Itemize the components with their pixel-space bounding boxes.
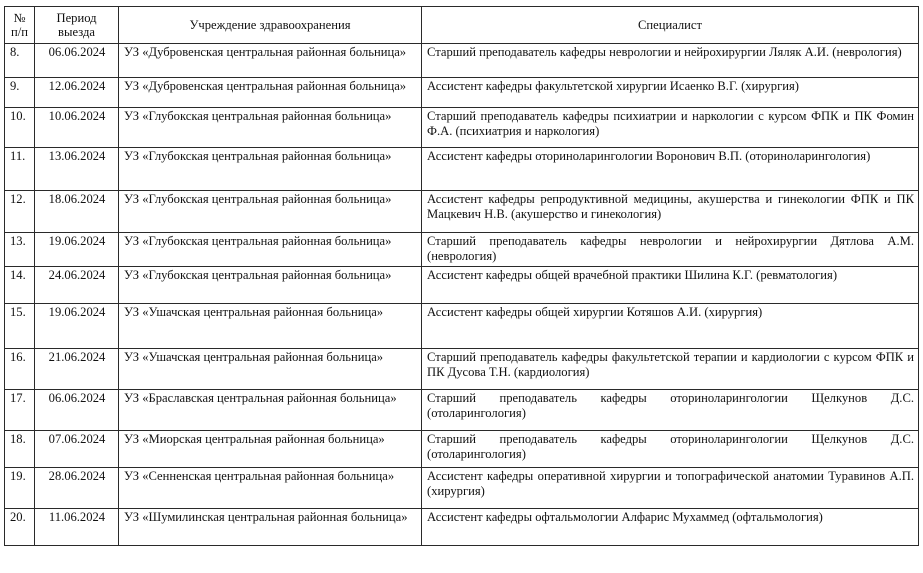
cell-number: 11. [5, 148, 35, 191]
cell-number: 20. [5, 509, 35, 546]
cell-number: 8. [5, 44, 35, 78]
cell-date: 13.06.2024 [35, 148, 119, 191]
cell-specialist: Старший преподаватель кафедры неврологии и нейрохирургии Дятлова А.М. (неврология) [422, 233, 919, 267]
cell-specialist: Ассистент кафедры общей хирургии Котяшов А.И. (хирургия) [422, 304, 919, 349]
table-body [5, 44, 919, 546]
cell-institution: УЗ «Глубокская центральная районная больница» [119, 233, 422, 267]
cell-institution: УЗ «Дубровенская центральная районная больница» [119, 44, 422, 78]
cell-specialist: Ассистент кафедры репродуктивной медицины, акушерства и гинекологии ФПК и ПК Мацкевич Н.В. (акушерство и гинекология) [422, 191, 919, 233]
table-row [5, 191, 919, 233]
cell-date: 12.06.2024 [35, 78, 119, 108]
cell-specialist: Ассистент кафедры оториноларингологии Воронович В.П. (оториноларингология) [422, 148, 919, 191]
cell-specialist: Старший преподаватель кафедры факультетской терапии и кардиологии с курсом ФПК и ПК Дусова Т.Н. (кардиология) [422, 349, 919, 390]
cell-date: 21.06.2024 [35, 349, 119, 390]
cell-institution: УЗ «Глубокская центральная районная больница» [119, 191, 422, 233]
cell-specialist: Старший преподаватель кафедры оториноларингологии Щелкунов Д.С. (отоларингология) [422, 390, 919, 431]
table-row [5, 108, 919, 148]
header-institution: Учреждение здравоохранения [119, 7, 422, 44]
table-row [5, 349, 919, 390]
table-row [5, 509, 919, 546]
cell-specialist: Ассистент кафедры офтальмологии Алфарис Мухаммед (офтальмология) [422, 509, 919, 546]
cell-specialist: Ассистент кафедры общей врачебной практики Шилина К.Г. (ревматология) [422, 267, 919, 304]
table-row [5, 148, 919, 191]
table-header-row [5, 7, 919, 44]
cell-institution: УЗ «Сенненская центральная районная больница» [119, 468, 422, 509]
cell-number: 14. [5, 267, 35, 304]
cell-institution: УЗ «Дубровенская центральная районная больница» [119, 78, 422, 108]
header-specialist: Специалист [422, 7, 919, 44]
cell-number: 18. [5, 431, 35, 468]
cell-institution: УЗ «Глубокская центральная районная больница» [119, 108, 422, 148]
cell-institution: УЗ «Глубокская центральная районная больница» [119, 267, 422, 304]
cell-number: 17. [5, 390, 35, 431]
cell-institution: УЗ «Браславская центральная районная больница» [119, 390, 422, 431]
cell-date: 28.06.2024 [35, 468, 119, 509]
cell-date: 19.06.2024 [35, 304, 119, 349]
table-row [5, 431, 919, 468]
cell-number: 19. [5, 468, 35, 509]
cell-date: 10.06.2024 [35, 108, 119, 148]
cell-number: 16. [5, 349, 35, 390]
header-period: Период выезда [35, 7, 119, 44]
table-row [5, 78, 919, 108]
cell-institution: УЗ «Глубокская центральная районная больница» [119, 148, 422, 191]
cell-date: 06.06.2024 [35, 44, 119, 78]
table-row [5, 233, 919, 267]
cell-date: 18.06.2024 [35, 191, 119, 233]
table-row [5, 44, 919, 78]
cell-institution: УЗ «Ушачская центральная районная больница» [119, 304, 422, 349]
specialist-visit-table [4, 6, 919, 546]
cell-date: 24.06.2024 [35, 267, 119, 304]
cell-specialist: Старший преподаватель кафедры неврологии и нейрохирургии Ляляк А.И. (неврология) [422, 44, 919, 78]
table-row [5, 304, 919, 349]
cell-date: 19.06.2024 [35, 233, 119, 267]
cell-date: 11.06.2024 [35, 509, 119, 546]
table-row [5, 468, 919, 509]
cell-number: 12. [5, 191, 35, 233]
cell-institution: УЗ «Ушачская центральная районная больница» [119, 349, 422, 390]
cell-specialist: Ассистент кафедры факультетской хирургии Исаенко В.Г. (хирургия) [422, 78, 919, 108]
cell-number: 15. [5, 304, 35, 349]
cell-institution: УЗ «Шумилинская центральная районная больница» [119, 509, 422, 546]
cell-specialist: Старший преподаватель кафедры психиатрии и наркологии с курсом ФПК и ПК Фомин Ф.А. (психиатрия и наркология) [422, 108, 919, 148]
cell-date: 07.06.2024 [35, 431, 119, 468]
header-number: № п/п [5, 7, 35, 44]
cell-number: 10. [5, 108, 35, 148]
cell-specialist: Ассистент кафедры оперативной хирургии и топографической анатомии Туравинов А.П. (хирургия) [422, 468, 919, 509]
cell-number: 13. [5, 233, 35, 267]
cell-number: 9. [5, 78, 35, 108]
table-row [5, 390, 919, 431]
table-row [5, 267, 919, 304]
cell-institution: УЗ «Миорская центральная районная больница» [119, 431, 422, 468]
cell-specialist: Старший преподаватель кафедры оториноларингологии Щелкунов Д.С. (отоларингология) [422, 431, 919, 468]
cell-date: 06.06.2024 [35, 390, 119, 431]
